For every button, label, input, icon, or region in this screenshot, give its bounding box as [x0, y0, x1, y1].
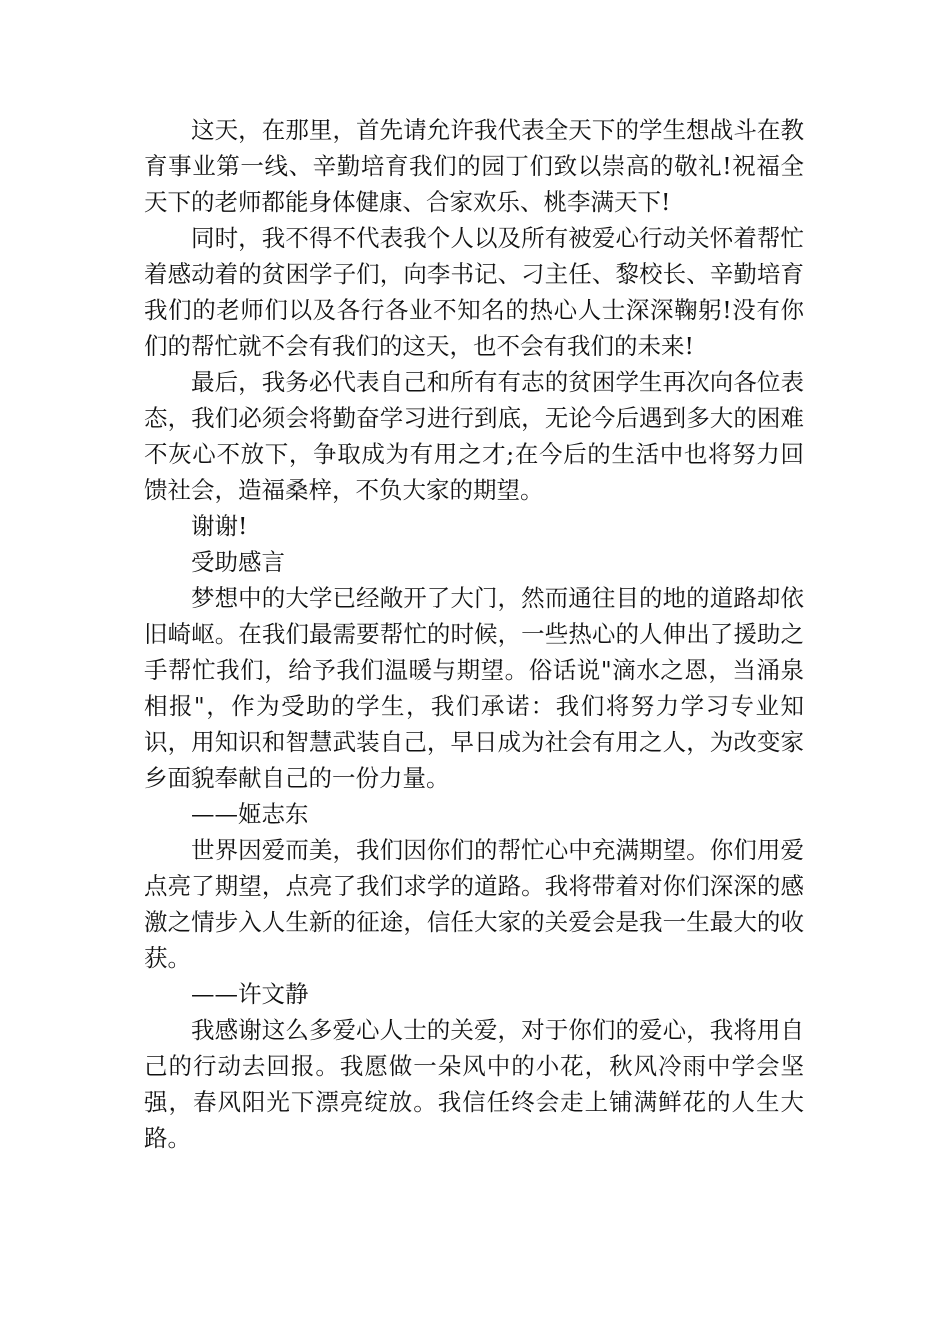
- paragraph-gratitude: 同时，我不得不代表我个人以及所有被爱心行动关怀着帮忙着感动着的贫困学子们，向李书记、刁主任、黎校长、辛勤培育我们的老师们以及各行各业不知名的热心人士深深鞠躬!没有你们的帮忙就不会有我们的这天，也不会有我们的未来!: [144, 224, 804, 360]
- section-heading: 受助感言: [191, 548, 285, 576]
- paragraph-pledge: 最后，我务必代表自己和所有有志的贫困学生再次向各位表态，我们必须会将勤奋学习进行到底，无论今后遇到多大的困难不灰心不放下，争取成为有用之才;在今后的生活中也将努力回馈社会，造福桑梓，不负大家的期望。: [144, 368, 804, 504]
- thanks-line: 谢谢!: [191, 512, 248, 540]
- testimonial-text: 我感谢这么多爱心人士的关爱，对于你们的爱心，我将用自己的行动去回报。我愿做一朵风中的小花，秋风冷雨中学会坚强，春风阳光下漂亮绽放。我信任终会走上铺满鲜花的人生大路。: [144, 1016, 804, 1152]
- document-body: [144, 112, 804, 1156]
- testimonial-text: 梦想中的大学已经敞开了大门，然而通往目的地的道路却依旧崎岖。在我们最需要帮忙的时候，一些热心的人伸出了援助之手帮忙我们，给予我们温暖与期望。俗话说"滴水之恩，当涌泉相报"，作为受助的学生，我们承诺：我们将努力学习专业知识，用知识和智慧武装自己，早日成为社会有用之人，为改变家乡面貌奉献自己的一份力量。: [144, 584, 804, 792]
- testimonial-text: 世界因爱而美，我们因你们的帮忙心中充满期望。你们用爱点亮了期望，点亮了我们求学的道路。我将带着对你们深深的感激之情步入人生新的征途，信任大家的关爱会是我一生最大的收获。: [144, 836, 804, 972]
- testimonial-author: ——姬志东: [191, 800, 309, 828]
- testimonial-author: ——许文静: [191, 980, 309, 1008]
- paragraph-greeting: 这天，在那里，首先请允许我代表全天下的学生想战斗在教育事业第一线、辛勤培育我们的园丁们致以崇高的敬礼!祝福全天下的老师都能身体健康、合家欢乐、桃李满天下!: [144, 116, 804, 216]
